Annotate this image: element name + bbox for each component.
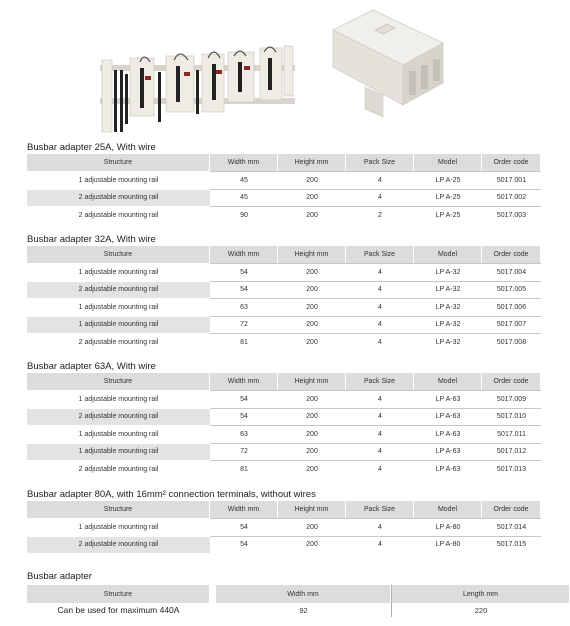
cell-height: 200 [278,333,346,351]
cell-order: 5017.001 [482,171,541,189]
cell-structure: 2 adjustable mounting rail [27,189,210,207]
cell-structure: 1 adjustable mounting rail [27,263,210,281]
table-row [27,189,541,207]
cell-width: 54 [210,390,278,408]
cell-model: LP A-80 [414,518,482,536]
cell-structure: 1 adjustable mounting rail [27,425,210,443]
cell-pack: 4 [346,189,414,207]
header-model: Model [414,373,482,390]
cell-length: 220 [391,603,570,617]
cell-structure: 2 adjustable mounting rail [27,536,210,554]
cell-pack: 4 [346,460,414,478]
cell-pack: 4 [346,390,414,408]
busbar-adapter-table-wrap [27,585,570,617]
cell-order: 5017.007 [482,316,541,334]
cell-structure: 2 adjustable mounting rail [27,281,210,299]
header-pack: Pack Size [346,154,414,171]
cell-order: 5017.012 [482,443,541,461]
header-order: Order code [482,154,541,171]
table-32a [27,246,541,351]
section-80a [27,489,570,553]
section-title: Busbar adapter [27,571,92,582]
table-row [27,425,541,443]
cell-order: 5017.002 [482,189,541,207]
cell-model: LP A-25 [414,171,482,189]
cell-structure: 2 adjustable mounting rail [27,333,210,351]
table-row [27,460,541,478]
cell-pack: 4 [346,425,414,443]
cell-width: 45 [210,171,278,189]
cell-height: 200 [278,298,346,316]
cell-pack: 4 [346,171,414,189]
cell-width: 45 [210,189,278,207]
table-row [27,333,541,351]
cell-model: LP A-32 [414,333,482,351]
table-row [27,390,541,408]
cell-structure: 1 adjustable mounting rail [27,518,210,536]
cell-structure: 1 adjustable mounting rail [27,390,210,408]
header-structure: Structure [27,154,210,171]
cell-width: 92 [299,605,308,615]
cell-order: 5017.004 [482,263,541,281]
cell-width: 54 [210,536,278,554]
cell-order: 5017.009 [482,390,541,408]
cell-pack: 4 [346,536,414,554]
header-height: Height mm [278,246,346,263]
section-title: Busbar adapter 25A, With wire [27,142,156,153]
cell-model: LP A-25 [414,206,482,224]
table-row [27,536,541,554]
cell-pack: 4 [346,518,414,536]
cell-height: 200 [278,206,346,224]
section-title: Busbar adapter 80A, with 16mm² connection terminals, without wires [27,489,316,500]
table-row [27,206,541,224]
cell-order: 5017.015 [482,536,541,554]
cell-width: 72 [210,443,278,461]
cell-model: LP A-32 [414,281,482,299]
cell-height: 200 [278,390,346,408]
cell-height: 200 [278,171,346,189]
cell-height: 200 [278,460,346,478]
cell-order: 5017.006 [482,298,541,316]
cell-height: 200 [278,189,346,207]
cell-width: 81 [210,460,278,478]
table-row [27,298,541,316]
cell-pack: 4 [346,443,414,461]
section-25a [27,142,570,224]
cell-order: 5017.011 [482,425,541,443]
cell-structure: 1 adjustable mounting rail [27,316,210,334]
cell-width: 54 [210,263,278,281]
header-pack: Pack Size [346,373,414,390]
header-width: Width mm [210,154,278,171]
table-80a [27,501,541,553]
header-height: Height mm [278,373,346,390]
cell-model: LP A-63 [414,408,482,426]
table-row [27,281,541,299]
cell-order: 5017.010 [482,408,541,426]
header-structure: Structure [27,501,210,518]
busbar-adapter-block-photo [325,5,450,120]
cell-model: LP A-25 [414,189,482,207]
cell-order: 5017.013 [482,460,541,478]
table-row [27,443,541,461]
cell-structure: Can be used for maximum 440A [57,605,180,615]
cell-height: 200 [278,518,346,536]
cell-width: 90 [210,206,278,224]
cell-structure: 2 adjustable mounting rail [27,460,210,478]
header-structure: Structure [27,585,210,603]
cell-model: LP A-63 [414,460,482,478]
cell-order: 5017.005 [482,281,541,299]
cell-structure: 1 adjustable mounting rail [27,298,210,316]
product-images [0,0,570,140]
cell-order: 5017.008 [482,333,541,351]
cell-pack: 4 [346,316,414,334]
cell-width: 54 [210,281,278,299]
table-row [27,263,541,281]
section-busbar-adapter [27,571,570,585]
cell-structure: 1 adjustable mounting rail [27,171,210,189]
cell-pack: 2 [346,206,414,224]
header-model: Model [414,154,482,171]
cell-model: LP A-63 [414,443,482,461]
header-model: Model [414,501,482,518]
cell-pack: 4 [346,263,414,281]
table-row [27,316,541,334]
section-32a [27,234,570,351]
header-structure: Structure [27,373,210,390]
cell-height: 200 [278,281,346,299]
section-title: Busbar adapter 63A, With wire [27,361,156,372]
header-width: Width mm [210,501,278,518]
cell-order: 5017.003 [482,206,541,224]
cell-model: LP A-32 [414,263,482,281]
header-pack: Pack Size [346,501,414,518]
header-width: Width mm [210,246,278,263]
cell-model: LP A-63 [414,390,482,408]
table-row [27,171,541,189]
header-height: Height mm [278,501,346,518]
section-63a [27,361,570,478]
cell-pack: 4 [346,298,414,316]
cell-height: 200 [278,408,346,426]
header-length: Length mm [391,585,570,603]
cell-model: LP A-80 [414,536,482,554]
cell-height: 200 [278,443,346,461]
header-width: Width mm [210,373,278,390]
cell-structure: 1 adjustable mounting rail [27,443,210,461]
table-row [27,518,541,536]
cell-structure: 2 adjustable mounting rail [27,408,210,426]
header-order: Order code [482,373,541,390]
header-pack: Pack Size [346,246,414,263]
cell-width: 63 [210,425,278,443]
busbar-rail-photo [100,40,295,135]
cell-height: 200 [278,425,346,443]
table-row [27,408,541,426]
busbar-adapter-table [27,585,570,617]
cell-width: 81 [210,333,278,351]
cell-width: 54 [210,518,278,536]
table-row [27,603,570,617]
cell-height: 200 [278,536,346,554]
cell-model: LP A-32 [414,298,482,316]
cell-pack: 4 [346,408,414,426]
header-width: Width mm [216,585,391,603]
header-structure: Structure [27,246,210,263]
header-order: Order code [482,501,541,518]
cell-structure: 2 adjustable mounting rail [27,206,210,224]
cell-pack: 4 [346,281,414,299]
cell-height: 200 [278,316,346,334]
table-25a [27,154,541,224]
section-title: Busbar adapter 32A, With wire [27,234,156,245]
cell-width: 54 [210,408,278,426]
cell-height: 200 [278,263,346,281]
cell-pack: 4 [346,333,414,351]
cell-order: 5017.014 [482,518,541,536]
cell-width: 72 [210,316,278,334]
header-order: Order code [482,246,541,263]
header-model: Model [414,246,482,263]
cell-width: 63 [210,298,278,316]
header-height: Height mm [278,154,346,171]
cell-model: LP A-32 [414,316,482,334]
table-63a [27,373,541,478]
cell-model: LP A-63 [414,425,482,443]
